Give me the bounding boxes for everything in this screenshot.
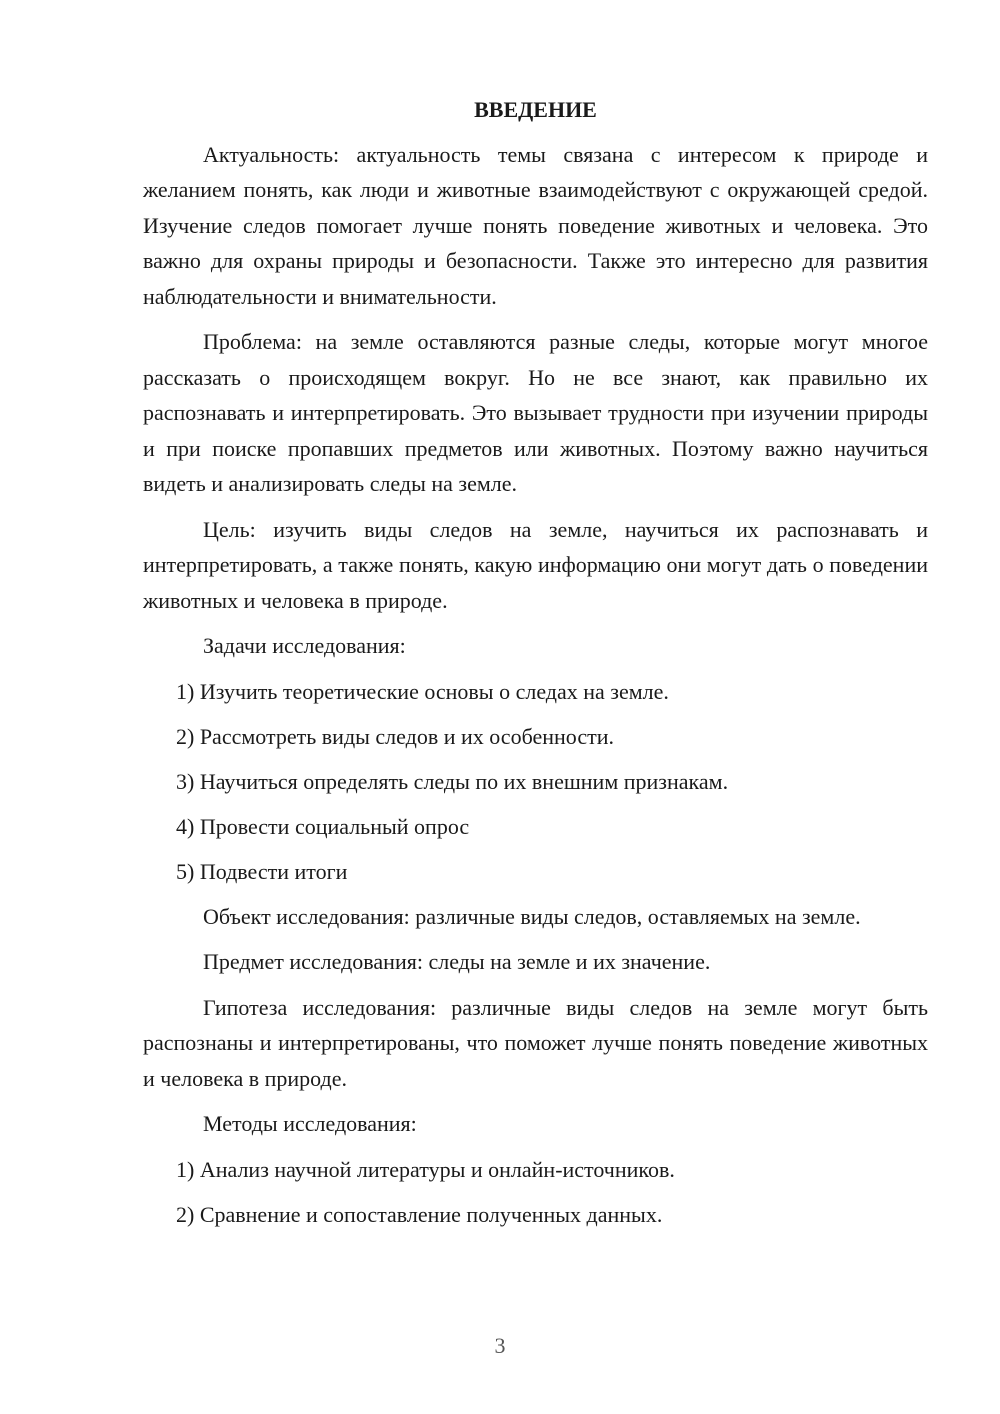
subject-paragraph: Предмет исследования: следы на земле и их значение. [203, 949, 711, 974]
tasks-list [143, 674, 928, 890]
task-item-5: 5) Подвести итоги [176, 858, 348, 884]
document-page [143, 92, 928, 1242]
methods-heading: Методы исследования: [203, 1111, 417, 1136]
task-item-4: 4) Провести социальный опрос [176, 813, 470, 839]
task-item-3: 3) Научиться определять следы по их внешним признакам. [176, 768, 729, 794]
method-item-2: 2) Сравнение и сопоставление полученных данных. [176, 1201, 663, 1227]
task-item-2: 2) Рассмотреть виды следов и их особенности. [176, 723, 614, 749]
hypothesis-paragraph: Гипотеза исследования: различные виды следов на земле могут быть распознаны и интерпретированы, что поможет лучше понять поведение животных и человека в природе. [143, 994, 928, 1091]
task-item-1: 1) Изучить теоретические основы о следах на земле. [176, 678, 669, 704]
goal-paragraph: Цель: изучить виды следов на земле, научиться их распознавать и интерпретировать, а также понять, какую информацию они могут дать о поведении животных и человека в природе. [143, 516, 928, 613]
relevance-paragraph: Актуальность: актуальность темы связана с интересом к природе и желанием понять, как люди и животные взаимодействуют с окружающей средой. Изучение следов помогает лучше понять поведение животных и человека. Это важно для охраны природы и безопасности. Также это интересно для развития наблюдательности и внимательности. [143, 141, 928, 309]
object-paragraph: Объект исследования: различные виды следов, оставляемых на земле. [203, 903, 861, 929]
page-number: 3 [494, 1333, 506, 1358]
tasks-heading: Задачи исследования: [203, 633, 406, 658]
problem-paragraph: Проблема: на земле оставляются разные следы, которые могут многое рассказать о происходящем вокруг. Но не все знают, как правильно их распознавать и интерпретировать. Это вызывает трудности при изучении природы и при поиске пропавших предметов или животных. Поэтому важно научиться видеть и анализировать следы на земле. [143, 329, 928, 496]
method-item-1: 1) Анализ научной литературы и онлайн-источников. [176, 1156, 675, 1182]
section-title: ВВЕДЕНИЕ [474, 97, 597, 122]
methods-list [143, 1152, 928, 1233]
